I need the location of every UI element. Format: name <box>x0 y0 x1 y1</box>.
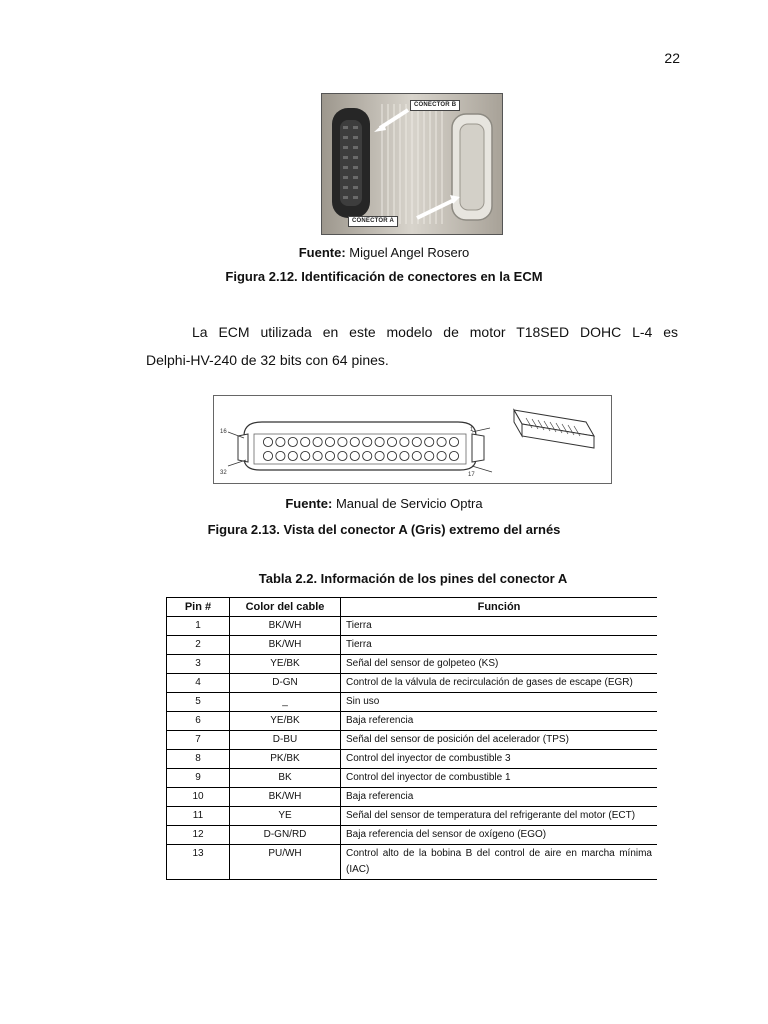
table-row <box>167 807 658 826</box>
header-pin: Pin # <box>167 598 230 617</box>
cell-pin: 1 <box>167 617 230 636</box>
cell-function: Tierra <box>341 636 658 655</box>
figure1-source <box>0 245 768 260</box>
cell-function: Control del inyector de combustible 3 <box>341 750 658 769</box>
cell-pin: 8 <box>167 750 230 769</box>
cell-function: Tierra <box>341 617 658 636</box>
pin-label-17: 17 <box>468 472 475 478</box>
cell-wire-color: YE <box>230 807 341 826</box>
cell-function: Señal del sensor de temperatura del refrigerante del motor (ECT) <box>341 807 658 826</box>
pin-table <box>166 597 657 880</box>
cell-pin: 7 <box>167 731 230 750</box>
table-row <box>167 617 658 636</box>
cell-pin: 4 <box>167 674 230 693</box>
table-row <box>167 674 658 693</box>
figure1-source-text: Miguel Angel Rosero <box>349 245 470 260</box>
connector-b-label: CONECTOR B <box>410 100 460 111</box>
cell-wire-color: BK/WH <box>230 636 341 655</box>
cell-pin: 3 <box>167 655 230 674</box>
cell-wire-color: D-GN <box>230 674 341 693</box>
cell-wire-color: D-BU <box>230 731 341 750</box>
cell-wire-color: BK <box>230 769 341 788</box>
header-wire-color: Color del cable <box>230 598 341 617</box>
table-row <box>167 769 658 788</box>
cell-function: Baja referencia <box>341 788 658 807</box>
paragraph-line-1: La ECM utilizada en este modelo de motor T18SED DOHC L-4 es <box>192 324 678 340</box>
cell-function: Señal del sensor de posición del acelerador (TPS) <box>341 731 658 750</box>
figure1-caption: Figura 2.12. Identificación de conectores en la ECM <box>225 269 543 284</box>
cell-pin: 9 <box>167 769 230 788</box>
table-row <box>167 693 658 712</box>
figure1-source-label: Fuente: <box>298 245 346 260</box>
table-row <box>167 655 658 674</box>
figure2-source-label: Fuente: <box>285 496 333 511</box>
table-row <box>167 845 658 880</box>
cell-function: Control de la válvula de recirculación de gases de escape (EGR) <box>341 674 658 693</box>
table-row <box>167 731 658 750</box>
page-number: 22 <box>664 50 680 66</box>
cell-pin: 5 <box>167 693 230 712</box>
connector-a-drawing <box>214 396 611 483</box>
cell-wire-color: PK/BK <box>230 750 341 769</box>
figure2-source <box>0 496 768 511</box>
cell-function: Sin uso <box>341 693 658 712</box>
table-row <box>167 712 658 731</box>
table-row <box>167 636 658 655</box>
cell-pin: 13 <box>167 845 230 880</box>
cell-function: Señal del sensor de golpeteo (KS) <box>341 655 658 674</box>
figure2-caption: Figura 2.13. Vista del conector A (Gris) extremo del arnés <box>207 522 561 537</box>
cell-wire-color: PU/WH <box>230 845 341 880</box>
cell-function: Baja referencia del sensor de oxígeno (EGO) <box>341 826 658 845</box>
figure2-source-text: Manual de Servicio Optra <box>335 496 483 511</box>
ecm-photo-illustration <box>322 94 502 234</box>
cell-pin: 2 <box>167 636 230 655</box>
cell-wire-color: D-GN/RD <box>230 826 341 845</box>
table-title: Tabla 2.2. Información de los pines del conector A <box>258 571 568 586</box>
cell-wire-color: _ <box>230 693 341 712</box>
table-row <box>167 750 658 769</box>
pin-label-16: 16 <box>220 429 227 435</box>
connector-a-diagram <box>213 395 612 484</box>
cell-wire-color: YE/BK <box>230 655 341 674</box>
cell-pin: 10 <box>167 788 230 807</box>
cell-function: Control del inyector de combustible 1 <box>341 769 658 788</box>
connector-a-label: CONECTOR A <box>348 216 398 227</box>
cell-pin: 6 <box>167 712 230 731</box>
table-header-row <box>167 598 658 617</box>
pin-label-1: 1 <box>470 427 474 433</box>
pin-label-32: 32 <box>220 470 227 476</box>
cell-wire-color: YE/BK <box>230 712 341 731</box>
header-function: Función <box>341 598 658 617</box>
body-paragraph <box>146 318 678 374</box>
cell-function: Baja referencia <box>341 712 658 731</box>
cell-function: Control alto de la bobina B del control de aire en marcha mínima (IAC) <box>341 845 658 880</box>
cell-pin: 11 <box>167 807 230 826</box>
paragraph-line-2: Delphi-HV-240 de 32 bits con 64 pines. <box>146 352 389 368</box>
cell-wire-color: BK/WH <box>230 617 341 636</box>
cell-wire-color: BK/WH <box>230 788 341 807</box>
cell-pin: 12 <box>167 826 230 845</box>
table-row <box>167 826 658 845</box>
table-row <box>167 788 658 807</box>
ecm-photo <box>321 93 503 235</box>
